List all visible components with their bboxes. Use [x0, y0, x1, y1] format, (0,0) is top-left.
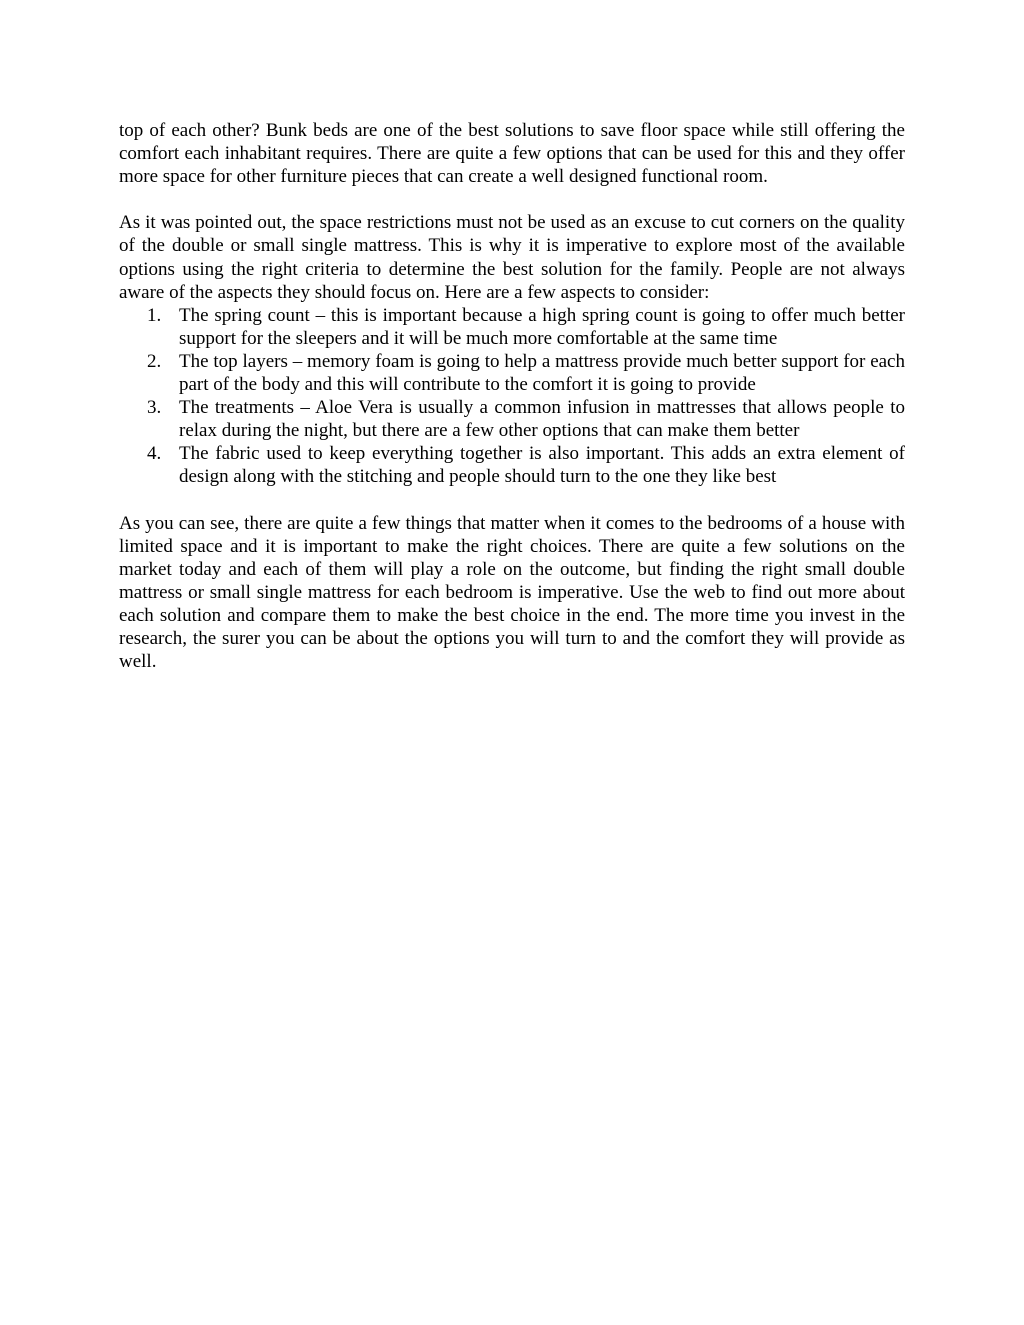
paragraph-space-restrictions: As it was pointed out, the space restrictions must not be used as an excuse to cut corners on the quality of the double or small single mattress. This is why it is imperative to explore most of the available options using the right criteria to determine the best solution for the family. People are not always aware of the aspects they should focus on. Here are a few aspects to consider: — [119, 212, 905, 303]
list-item-number: 4. — [147, 443, 162, 465]
paragraph-intro-continuation: top of each other? Bunk beds are one of the best solutions to save floor space while still offering the comfort each inhabitant requires. There are quite a few options that can be used for this and they offer more space for other furniture pieces that can create a well designed functional room. — [119, 120, 905, 188]
list-item — [119, 350, 905, 396]
paragraph-conclusion: As you can see, there are quite a few things that matter when it comes to the bedrooms of a house with limited space and it is important to make the right choices. There are quite a few solutions on the market today and each of them will play a role on the outcome, but finding the right small double mattress or small single mattress for each bedroom is imperative. Use the web to find out more about each solution and compare them to make the best choice in the end. The more time you invest in the research, the surer you can be about the options you will turn to and the comfort they will provide as well. — [119, 512, 905, 673]
list-item-number: 3. — [147, 397, 162, 419]
list-item-text: The treatments – Aloe Vera is usually a common infusion in mattresses that allows people to relax during the night, but there are a few other options that can make them better — [179, 397, 905, 442]
list-item-text: The fabric used to keep everything together is also important. This adds an extra element of design along with the stitching and people should turn to the one they like best — [179, 443, 905, 488]
paragraph-spacer — [119, 188, 905, 211]
paragraph-spacer — [119, 489, 905, 512]
list-item-text: The spring count – this is important because a high spring count is going to offer much better support for the sleepers and it will be much more comfortable at the same time — [179, 304, 905, 349]
list-item-number: 1. — [147, 304, 162, 326]
list-item — [119, 304, 905, 350]
list-item-number: 2. — [147, 350, 162, 372]
list-item — [119, 442, 905, 488]
document-body — [119, 119, 905, 673]
list-item-text: The top layers – memory foam is going to help a mattress provide much better support for each part of the body and this will contribute to the comfort it is going to provide — [179, 350, 905, 396]
aspects-list — [119, 304, 905, 489]
list-item — [119, 396, 905, 442]
